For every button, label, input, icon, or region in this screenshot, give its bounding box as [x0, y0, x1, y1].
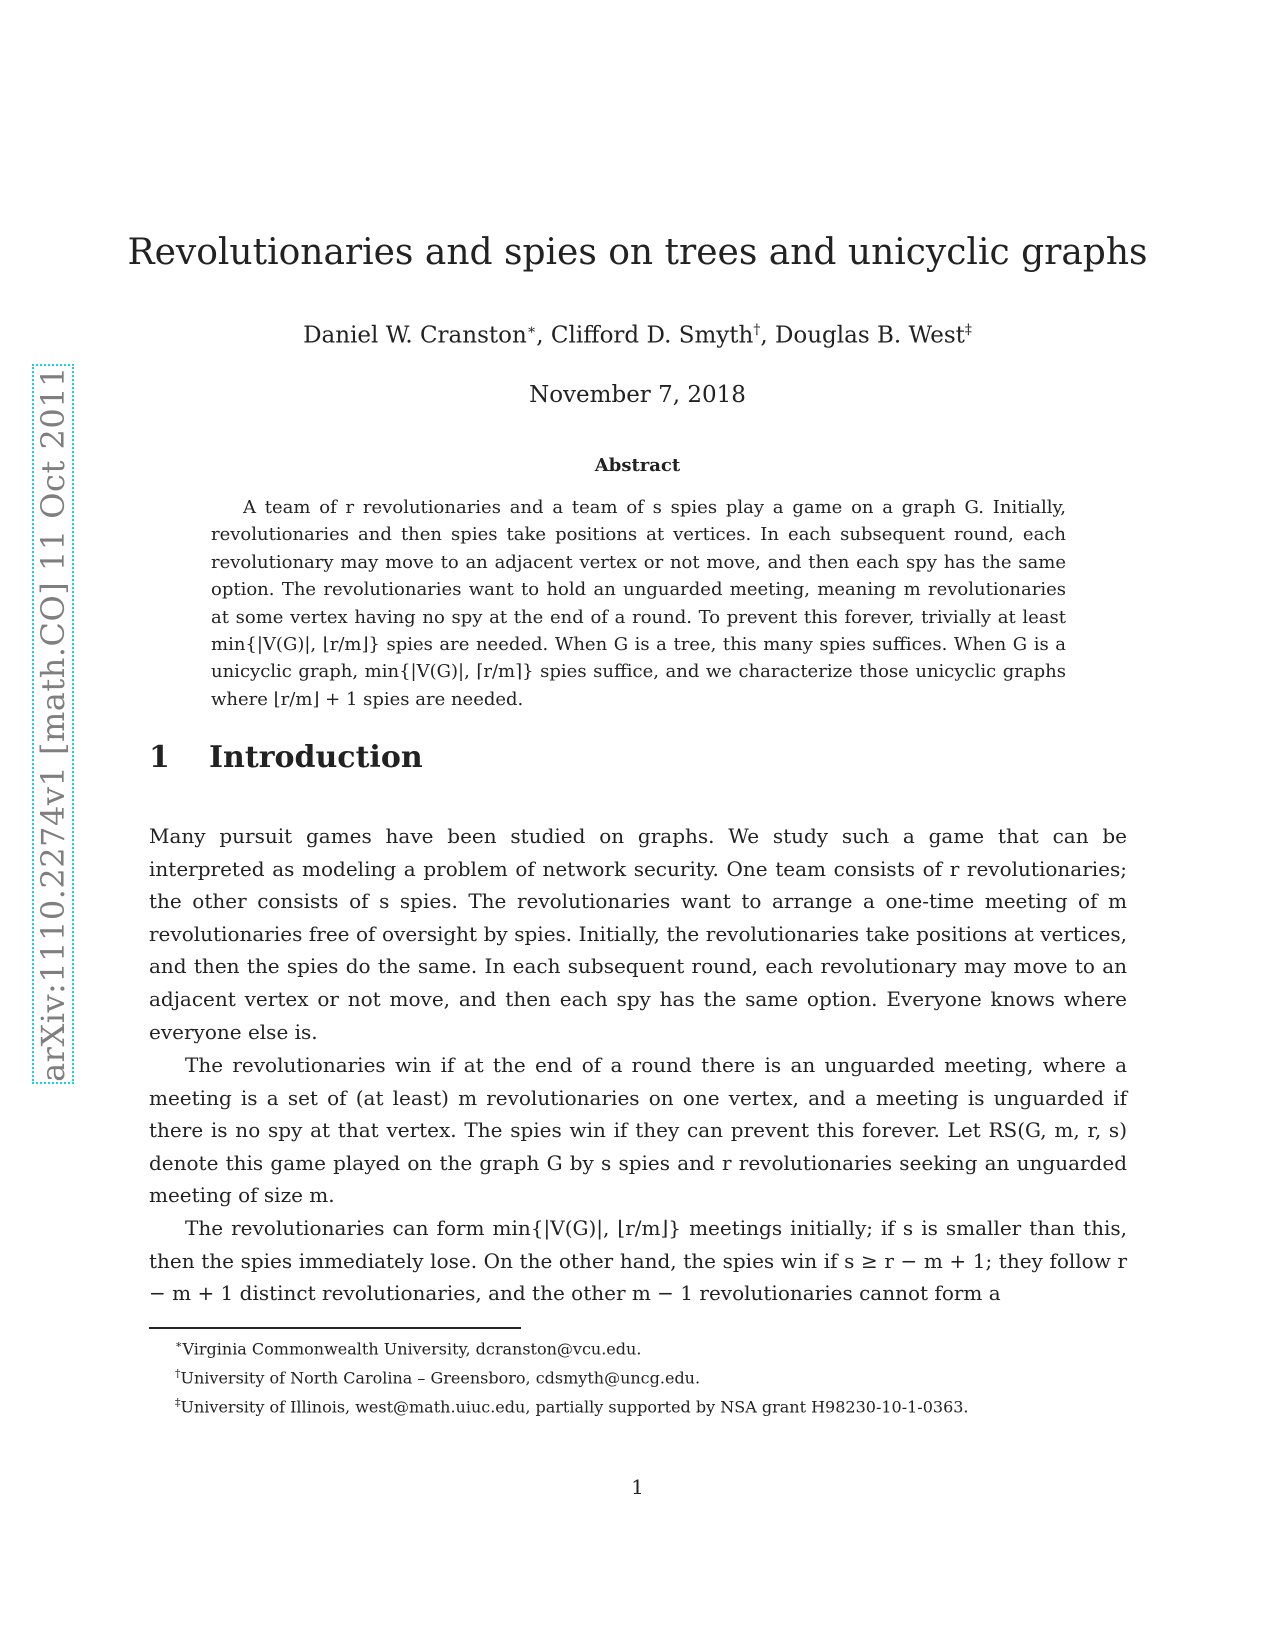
footnote-mark: ‡: [175, 1395, 181, 1409]
footnotes: [149, 1333, 1127, 1419]
section-number: 1: [149, 740, 170, 775]
section-title: Introduction: [209, 740, 423, 775]
author-name: Daniel W. Cranston: [303, 322, 527, 349]
author-footnote-mark[interactable]: †: [753, 322, 761, 338]
footnote-text[interactable]: Virginia Commonwealth University, dcranston@vcu.edu.: [182, 1339, 642, 1359]
author-list: Daniel W. Cranston∗, Clifford D. Smyth†, Douglas B. West‡: [303, 322, 972, 349]
paper-date: November 7, 2018: [529, 382, 746, 408]
body-paragraph: The revolutionaries win if at the end of a round there is an unguarded meeting, where a meeting is a set of (at least) m revolutionaries on one vertex, and a meeting is unguarded if there is no spy at that vertex. The spies win if they can prevent this forever. Let RS(G, m, r, s) denote this game played on the graph G by s spies and r revolutionaries seeking an unguarded meeting of size m.: [149, 1053, 1127, 1208]
body-paragraph: Many pursuit games have been studied on graphs. We study such a game that can be interpreted as modeling a problem of network security. One team consists of r revolutionaries; the other consists of s spies. The revolutionaries want to arrange a one-time meeting of m revolutionaries free of oversight by spies. Initially, the revolutionaries take positions at vertices, and then the spies do the same. In each subsequent round, each revolutionary may move to an adjacent vertex or not move, and then each spy has the same option. Everyone knows where everyone else is.: [149, 824, 1127, 1044]
footnote-mark: †: [175, 1366, 181, 1380]
abstract-heading: Abstract: [594, 455, 681, 476]
paper-title: Revolutionaries and spies on trees and unicyclic graphs: [127, 232, 1148, 273]
footnote-text[interactable]: University of North Carolina – Greensboro, cdsmyth@uncg.edu.: [180, 1368, 701, 1388]
author-footnote-mark[interactable]: ‡: [964, 322, 972, 338]
footnote-mark: ∗: [175, 1338, 183, 1351]
author-footnote-mark[interactable]: ∗: [526, 322, 537, 338]
arxiv-stamp-text: arXiv:1110.2274v1 [math.CO] 11 Oct 2011: [34, 366, 72, 1082]
body-paragraph: The revolutionaries can form min{|V(G)|, ⌊r/m⌋} meetings initially; if s is smaller than this, then the spies immediately lose. On the other hand, the spies win if s ≥ r − m + 1; they follow r − m + 1 distinct revolutionaries, and the other m − 1 revolutionaries cannot form a: [149, 1216, 1127, 1306]
page-number: 1: [631, 1475, 644, 1499]
section-heading: [149, 740, 423, 775]
footnote: [149, 1391, 1127, 1420]
footnote: [149, 1333, 1127, 1362]
author-name: Clifford D. Smyth: [550, 322, 754, 349]
footnote-divider: [149, 1327, 521, 1329]
footnote: [149, 1362, 1127, 1391]
abstract-text: A team of r revolutionaries and a team of s spies play a game on a graph G. Initially, revolutionaries and then spies take positions at vertices. In each subsequent round, each revolutionary may move to an adjacent vertex or not move, and then each spy has the same option. The revolutionaries want to hold an unguarded meeting, meaning m revolutionaries at some vertex having no spy at the end of a round. To prevent this forever, trivially at least min{|V(G)|, ⌊r/m⌋} spies are needed. When G is a tree, this many spies suffices. When G is a unicyclic graph, min{|V(G)|, ⌈r/m⌉} spies suffice, and we characterize those unicyclic graphs where ⌊r/m⌋ + 1 spies are needed.: [211, 497, 1066, 710]
footnote-text[interactable]: University of Illinois, west@math.uiuc.edu, partially supported by NSA grant H98230-10-1-0363.: [180, 1396, 969, 1416]
author-name: Douglas B. West: [774, 322, 965, 349]
